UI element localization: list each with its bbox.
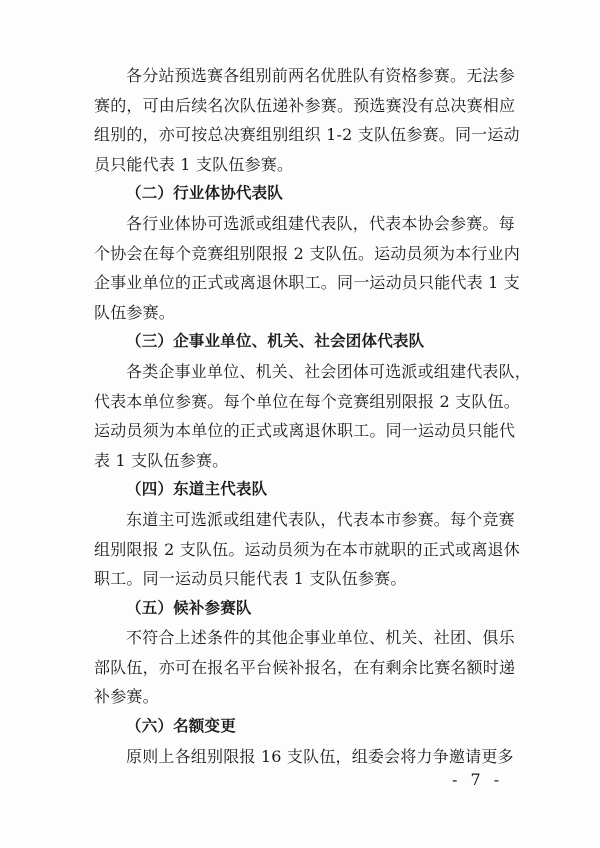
- heading-text: （四）东道主代表队: [126, 480, 268, 499]
- section-heading-quota-changes: [94, 712, 514, 742]
- text-line: 补参赛。: [94, 687, 159, 707]
- text-line: 员只能代表 1 支队伍参赛。: [94, 154, 294, 174]
- paragraph-qualification: [94, 61, 520, 179]
- section-heading-alternate-teams: [94, 594, 514, 624]
- text-line: 部队伍，亦可在报名平台候补报名，在有剩余比赛名额时递: [94, 657, 516, 677]
- paragraph-industry-teams: [94, 209, 520, 327]
- section-heading-enterprise-teams: [94, 327, 514, 357]
- paragraph-quota-changes: [94, 742, 514, 772]
- text-line: 企事业单位的正式或离退休职工。同一运动员只能代表 1 支: [94, 273, 520, 293]
- section-heading-industry-teams: [94, 179, 514, 209]
- heading-text: （二）行业体协代表队: [126, 184, 284, 203]
- text-line: 原则上各组别限报 16 支队伍，组委会将力争邀请更多: [126, 746, 514, 766]
- text-line: 职工。同一运动员只能代表 1 支队伍参赛。: [94, 569, 407, 589]
- text-line: 各行业体协可选派或组建代表队，代表本协会参赛。每: [126, 213, 515, 233]
- text-line: 代表本单位参赛。每个单位在每个竞赛组别限报 2 支队伍。: [94, 391, 520, 411]
- heading-text: （六）名额变更: [126, 717, 236, 736]
- text-line: 各分站预选赛各组别前两名优胜队有资格参赛。无法参: [126, 66, 515, 85]
- section-heading-host-teams: [94, 475, 514, 505]
- paragraph-enterprise-teams: [94, 357, 532, 475]
- text-line: 队伍参赛。: [94, 302, 176, 322]
- heading-text: （五）候补参赛队: [126, 598, 252, 617]
- heading-text: （三）企事业单位、机关、社会团体代表队: [126, 332, 425, 351]
- paragraph-host-teams: [94, 505, 520, 594]
- document-body: [94, 61, 532, 771]
- text-line: 运动员须为本单位的正式或离退休职工。同一运动员只能代: [94, 421, 516, 441]
- paragraph-alternate-teams: [94, 623, 514, 712]
- text-line: 个协会在每个竞赛组别限报 2 支队伍。运动员须为本行业内: [94, 243, 520, 263]
- text-line: 东道主可选派或组建代表队，代表本市参赛。每个竞赛: [126, 509, 515, 529]
- text-line: 组别的，亦可按总决赛组别组织 1-2 支队伍参赛。同一运动: [94, 125, 520, 145]
- text-line: 表 1 支队伍参赛。: [94, 450, 229, 470]
- text-line: 各类企事业单位、机关、社会团体可选派或组建代表队，: [126, 361, 532, 381]
- page-number-text: - 7 -: [452, 770, 504, 789]
- text-line: 赛的，可由后续名次队伍递补参赛。预选赛没有总决赛相应: [94, 95, 516, 115]
- text-line: 不符合上述条件的其他企事业单位、机关、社团、俱乐: [126, 628, 515, 648]
- text-line: 组别限报 2 支队伍。运动员须为在本市就职的正式或离退休: [94, 539, 520, 559]
